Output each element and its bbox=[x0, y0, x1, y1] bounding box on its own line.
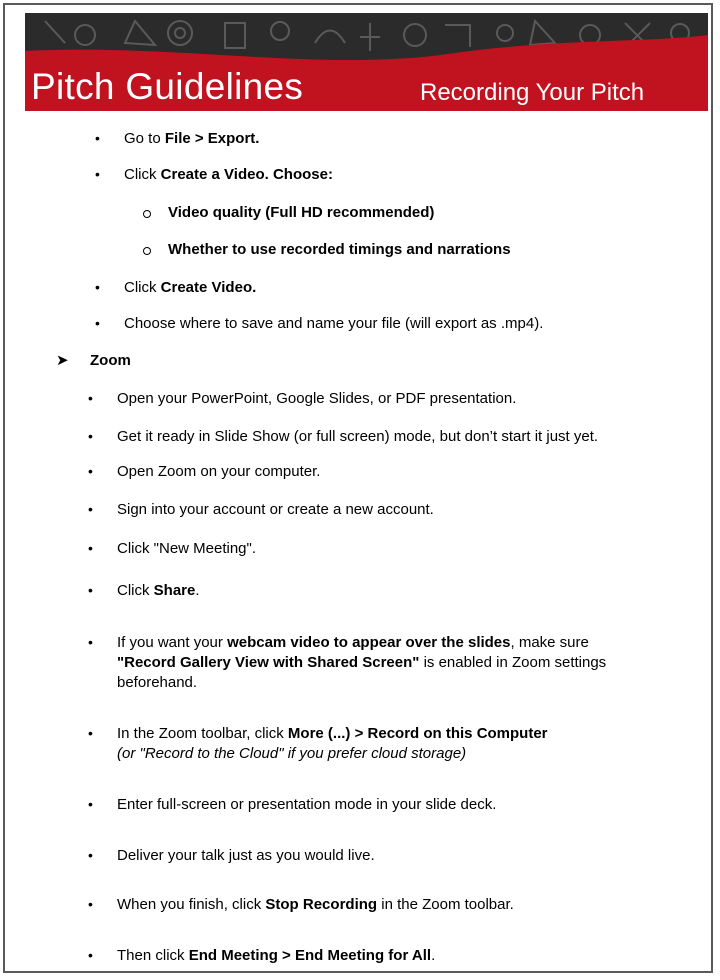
text-run: Deliver your talk just as you would live. bbox=[117, 847, 375, 864]
arrow-bullet-icon: ➤ bbox=[56, 352, 69, 369]
bullet-icon: • bbox=[88, 947, 93, 963]
text-run: Click bbox=[117, 582, 154, 599]
list-item bbox=[117, 539, 256, 558]
text-run: When you finish, click bbox=[117, 896, 266, 913]
text-run: Create Video. bbox=[160, 279, 257, 296]
text-run: Choose where to save and name your file (will export as .mp4). bbox=[124, 315, 544, 332]
text-run: Click bbox=[124, 166, 161, 183]
header-banner bbox=[25, 13, 708, 111]
bullet-icon: • bbox=[95, 279, 100, 295]
list-item bbox=[117, 462, 320, 481]
bullet-icon: • bbox=[95, 166, 100, 182]
text-run: is enabled in Zoom settings bbox=[419, 654, 607, 671]
list-item bbox=[117, 724, 548, 743]
list-item bbox=[117, 946, 435, 965]
text-run: Stop Recording bbox=[265, 896, 378, 913]
bullet-icon: • bbox=[88, 501, 93, 517]
sub-bullet-icon bbox=[143, 210, 151, 218]
list-item bbox=[124, 129, 259, 148]
text-run: "Record Gallery View with Shared Screen" bbox=[117, 654, 420, 671]
sub-list-item bbox=[168, 203, 434, 222]
text-run: Video quality (Full HD recommended) bbox=[168, 204, 435, 221]
page-subtitle: Recording Your Pitch bbox=[420, 79, 645, 106]
list-item bbox=[117, 427, 598, 446]
list-item bbox=[117, 500, 434, 519]
text-run: Sign into your account or create a new account. bbox=[117, 501, 434, 518]
sub-list-item bbox=[168, 240, 511, 259]
bullet-icon: • bbox=[88, 796, 93, 812]
list-item bbox=[117, 744, 466, 763]
list-item bbox=[117, 389, 516, 408]
text-run: Get it ready in Slide Show (or full screen) mode, but don’t start it just yet. bbox=[117, 428, 599, 445]
list-item bbox=[117, 795, 496, 814]
list-item bbox=[124, 165, 333, 184]
bullet-icon: • bbox=[88, 463, 93, 479]
text-run: in the Zoom toolbar. bbox=[377, 896, 514, 913]
text-run: . bbox=[431, 947, 436, 964]
page-frame bbox=[3, 3, 713, 973]
text-run: . bbox=[195, 582, 200, 599]
text-run: More (...) > Record on this Computer bbox=[287, 725, 548, 742]
text-run: Create a Video. Choose: bbox=[160, 166, 333, 183]
bullet-icon: • bbox=[88, 896, 93, 912]
bullet-icon: • bbox=[88, 390, 93, 406]
text-run: Enter full-screen or presentation mode in your slide deck. bbox=[117, 796, 497, 813]
text-run: Click "New Meeting". bbox=[117, 540, 257, 557]
list-item bbox=[117, 673, 197, 692]
bullet-icon: • bbox=[88, 582, 93, 598]
list-item bbox=[117, 581, 200, 600]
text-run: File > Export. bbox=[164, 130, 260, 147]
text-run: Open your PowerPoint, Google Slides, or PDF presentation. bbox=[117, 390, 517, 407]
zoom-heading: Zoom bbox=[90, 352, 131, 369]
text-run: webcam video to appear over the slides bbox=[227, 634, 511, 651]
bullet-icon: • bbox=[95, 315, 100, 331]
bullet-icon: • bbox=[88, 725, 93, 741]
list-item bbox=[117, 846, 375, 865]
list-item bbox=[124, 278, 256, 297]
text-run: Whether to use recorded timings and narrations bbox=[168, 241, 511, 258]
text-run: If you want your bbox=[117, 634, 228, 651]
bullet-icon: • bbox=[88, 847, 93, 863]
text-run: beforehand. bbox=[117, 674, 198, 691]
text-run: Open Zoom on your computer. bbox=[117, 463, 321, 480]
list-item bbox=[124, 314, 543, 333]
text-run: Then click bbox=[117, 947, 189, 964]
text-run: , make sure bbox=[510, 634, 589, 651]
list-item bbox=[117, 633, 589, 652]
list-item bbox=[117, 895, 514, 914]
text-run: Share bbox=[153, 582, 196, 599]
text-run: Click bbox=[124, 279, 161, 296]
sub-bullet-icon bbox=[143, 247, 151, 255]
text-run: End Meeting > End Meeting for All bbox=[188, 947, 432, 964]
list-item bbox=[117, 653, 606, 672]
bullet-icon: • bbox=[88, 634, 93, 650]
text-run: Go to bbox=[124, 130, 165, 147]
text-run: In the Zoom toolbar, click bbox=[117, 725, 288, 742]
bullet-icon: • bbox=[95, 130, 100, 146]
text-run: (or "Record to the Cloud" if you prefer cloud storage) bbox=[117, 745, 467, 762]
bullet-icon: • bbox=[88, 428, 93, 444]
bullet-icon: • bbox=[88, 540, 93, 556]
page-title: Pitch Guidelines bbox=[31, 66, 304, 107]
